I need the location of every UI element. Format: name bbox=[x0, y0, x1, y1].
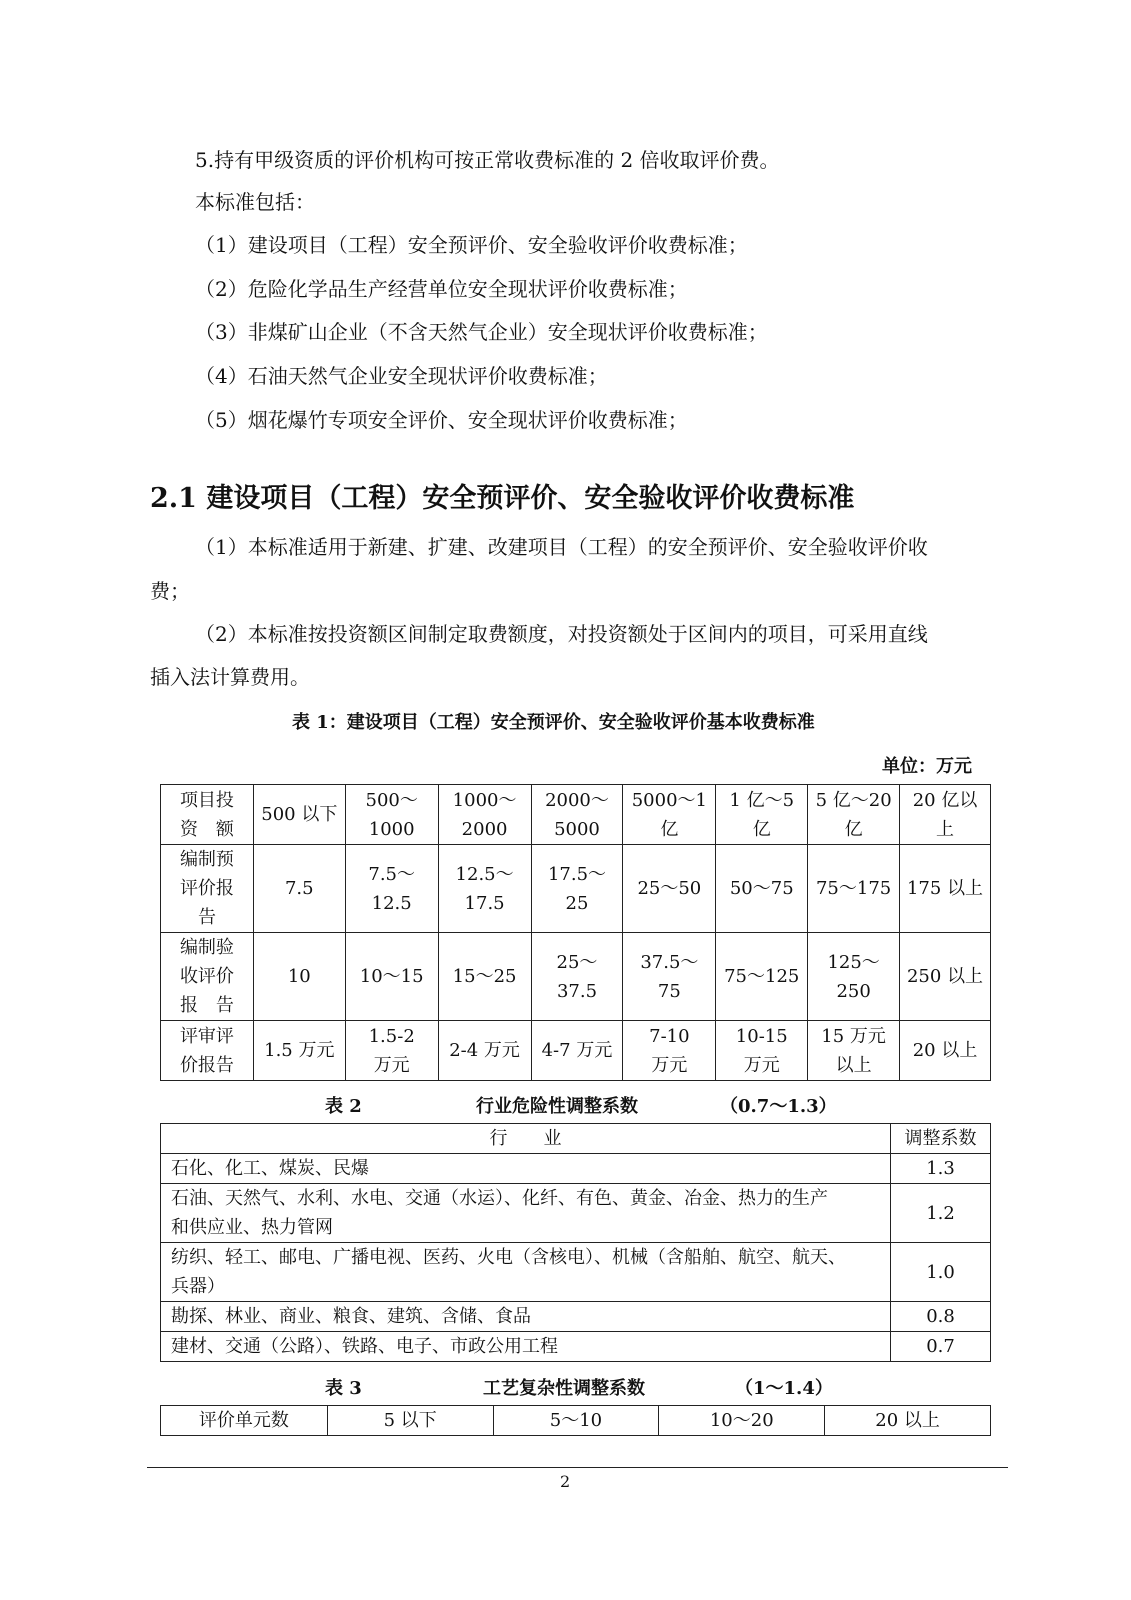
table2-row bbox=[161, 1302, 991, 1332]
table1-cell: 10-15 万元 bbox=[716, 1021, 808, 1081]
table1-cell: 125～ 250 bbox=[808, 933, 900, 1021]
table1-cell: 20 以上 bbox=[900, 1021, 991, 1081]
table1-header-cell: 1000～ 2000 bbox=[438, 785, 531, 845]
table2-industry-cell: 建材、交通（公路）、铁路、电子、市政公用工程 bbox=[161, 1332, 891, 1362]
table1-header-cell: 2000～ 5000 bbox=[531, 785, 623, 845]
table3-cell: 评价单元数 bbox=[161, 1406, 328, 1436]
table2-industry-cell: 纺织、轻工、邮电、广播电视、医药、火电（含核电）、机械（含船舶、航空、航天、 兵器） bbox=[161, 1243, 891, 1302]
table1-row-pre-evaluation bbox=[161, 845, 991, 933]
fee-standard-table bbox=[160, 784, 991, 1081]
table1-cell: 12.5～ 17.5 bbox=[438, 845, 531, 933]
table1-cell: 250 以上 bbox=[900, 933, 991, 1021]
table1-header-cell: 500 以下 bbox=[253, 785, 345, 845]
list-item: （5）烟花爆竹专项安全评价、安全现状评价收费标准； bbox=[195, 408, 688, 432]
table1-cell: 17.5～ 25 bbox=[531, 845, 623, 933]
table2-header-row bbox=[161, 1124, 991, 1154]
table1-header-cell: 5 亿～20 亿 bbox=[808, 785, 900, 845]
table2-coefficient-cell: 1.3 bbox=[891, 1154, 991, 1184]
section-para-2: （2）本标准按投资额区间制定取费额度，对投资额处于区间内的项目，可采用直线 bbox=[195, 622, 928, 646]
section-para-2-cont: 插入法计算费用。 bbox=[150, 665, 310, 689]
table3-cell: 5 以下 bbox=[327, 1406, 493, 1436]
table3-range: （1～1.4） bbox=[735, 1378, 833, 1399]
table1-cell: 37.5～ 75 bbox=[623, 933, 716, 1021]
list-item: （1）建设项目（工程）安全预评价、安全验收评价收费标准； bbox=[195, 233, 748, 257]
table1-header-cell: 20 亿以 上 bbox=[900, 785, 991, 845]
table2-row bbox=[161, 1154, 991, 1184]
table1-unit: 单位：万元 bbox=[882, 756, 972, 777]
table1-cell: 4-7 万元 bbox=[531, 1021, 623, 1081]
table1-cell: 10 bbox=[253, 933, 345, 1021]
table1-cell: 1.5-2 万元 bbox=[345, 1021, 438, 1081]
table1-cell: 编制验 收评价 报 告 bbox=[161, 933, 254, 1021]
table1-header-cell: 项目投 资 额 bbox=[161, 785, 254, 845]
table2-industry-cell: 石油、天然气、水利、水电、交通（水运）、化纤、有色、黄金、冶金、热力的生产 和供应业、热力管网 bbox=[161, 1184, 891, 1243]
table3-cell: 10～20 bbox=[659, 1406, 825, 1436]
section-para-1: （1）本标准适用于新建、扩建、改建项目（工程）的安全预评价、安全验收评价收 bbox=[195, 535, 928, 559]
para-qualification: 5.持有甲级资质的评价机构可按正常收费标准的 2 倍收取评价费。 bbox=[195, 148, 780, 172]
process-complexity-table bbox=[160, 1405, 991, 1436]
table1-cell: 75～175 bbox=[808, 845, 900, 933]
table1-cell: 75～125 bbox=[716, 933, 808, 1021]
table2-row bbox=[161, 1184, 991, 1243]
section-para-1-cont: 费； bbox=[150, 579, 190, 603]
table1-cell: 7.5 bbox=[253, 845, 345, 933]
table1-cell: 15～25 bbox=[438, 933, 531, 1021]
table3-title: 工艺复杂性调整系数 bbox=[483, 1378, 645, 1399]
table1-cell: 编制预 评价报 告 bbox=[161, 845, 254, 933]
table1-header-cell: 5000～1 亿 bbox=[623, 785, 716, 845]
table1-cell: 1.5 万元 bbox=[253, 1021, 345, 1081]
list-item: （3）非煤矿山企业（不含天然气企业）安全现状评价收费标准； bbox=[195, 320, 768, 344]
table2-coefficient-cell: 0.7 bbox=[891, 1332, 991, 1362]
table1-cell: 评审评 价报告 bbox=[161, 1021, 254, 1081]
table3-label: 表 3 bbox=[325, 1378, 362, 1399]
table2-row bbox=[161, 1243, 991, 1302]
table3-row bbox=[161, 1406, 991, 1436]
table1-row-acceptance bbox=[161, 933, 991, 1021]
list-item: （4）石油天然气企业安全现状评价收费标准； bbox=[195, 364, 608, 388]
table1-cell: 7-10 万元 bbox=[623, 1021, 716, 1081]
table1-cell: 50～75 bbox=[716, 845, 808, 933]
table2-title: 行业危险性调整系数 bbox=[476, 1096, 638, 1117]
table1-cell: 2-4 万元 bbox=[438, 1021, 531, 1081]
section-heading: 2.1 建设项目（工程）安全预评价、安全验收评价收费标准 bbox=[150, 483, 855, 514]
table2-coefficient-cell: 1.0 bbox=[891, 1243, 991, 1302]
table1-header-cell: 1 亿～5 亿 bbox=[716, 785, 808, 845]
table1-cell: 10～15 bbox=[345, 933, 438, 1021]
table2-coefficient-cell: 0.8 bbox=[891, 1302, 991, 1332]
table1-cell: 25～50 bbox=[623, 845, 716, 933]
table1-caption: 表 1：建设项目（工程）安全预评价、安全验收评价基本收费标准 bbox=[292, 712, 815, 733]
table2-industry-cell: 勘探、林业、商业、粮食、建筑、含储、食品 bbox=[161, 1302, 891, 1332]
list-item: （2）危险化学品生产经营单位安全现状评价收费标准； bbox=[195, 277, 688, 301]
table1-header-cell: 500～ 1000 bbox=[345, 785, 438, 845]
footer-rule bbox=[147, 1467, 1008, 1468]
table1-cell: 25～ 37.5 bbox=[531, 933, 623, 1021]
para-includes: 本标准包括： bbox=[195, 190, 315, 214]
table2-industry-cell: 石化、化工、煤炭、民爆 bbox=[161, 1154, 891, 1184]
page-number: 2 bbox=[560, 1472, 571, 1491]
table2-label: 表 2 bbox=[325, 1096, 362, 1117]
table1-cell: 175 以上 bbox=[900, 845, 991, 933]
table2-col-coefficient: 调整系数 bbox=[891, 1124, 991, 1154]
table2-range: （0.7～1.3） bbox=[720, 1096, 837, 1117]
table1-cell: 7.5～ 12.5 bbox=[345, 845, 438, 933]
table3-cell: 20 以上 bbox=[825, 1406, 991, 1436]
table1-cell: 15 万元 以上 bbox=[808, 1021, 900, 1081]
table3-cell: 5～10 bbox=[493, 1406, 659, 1436]
table1-header-row bbox=[161, 785, 991, 845]
table2-coefficient-cell: 1.2 bbox=[891, 1184, 991, 1243]
industry-risk-table bbox=[160, 1123, 991, 1362]
table2-row bbox=[161, 1332, 991, 1362]
table2-col-industry: 行 业 bbox=[161, 1124, 891, 1154]
table1-row-review bbox=[161, 1021, 991, 1081]
